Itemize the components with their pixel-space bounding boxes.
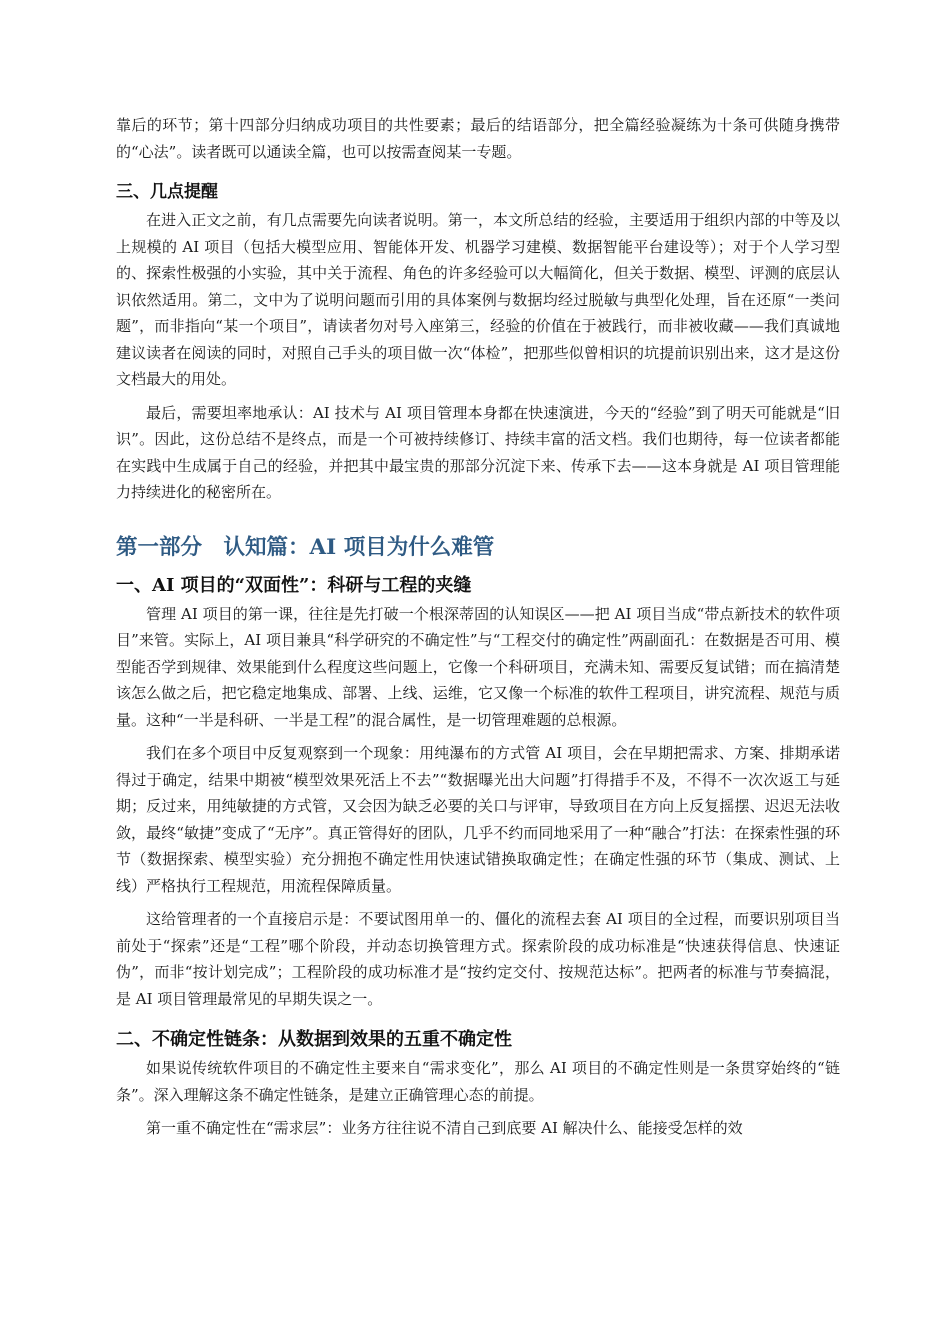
reminders-paragraph-1: 在进入正文之前，有几点需要先向读者说明。第一，本文所总结的经验，主要适用于组织内部的中等及以上规模的 AI 项目（包括大模型应用、智能体开发、机器学习建模、数据智能平台建设等）；对于个人学习型的、探索性极强的小实验，其中关于流程、角色的许多经验可以大幅简化，但关于数据、模型、评测的底层认识依然适用。第二，文中为了说明问题而引用的具体案例与数据均经过脱敏与典型化处理，旨在还原“一类问题”，而非指向“某一个项目”，请读者勿对号入座第三，经验的价值在于被践行，而非被收藏——我们真诚地建议读者在阅读的同时，对照自己手头的项目做一次“体检”，把那些似曾相识的坑提前识别出来，这才是这份文档最大的用处。	[116, 211, 840, 388]
section-2-heading: 二、不确定性链条：从数据到效果的五重不确定性	[116, 1029, 512, 1050]
section-1-paragraph-3: 这给管理者的一个直接启示是：不要试图用单一的、僵化的流程去套 AI 项目的全过程，而要识别项目当前处于“探索”还是“工程”哪个阶段，并动态切换管理方式。探索阶段的成功标准是“快速获得信息、快速证伪”，而非“按计划完成”；工程阶段的成功标准才是“按约定交付、按规范达标”。把两者的标准与节奏搞混，是 AI 项目管理最常见的早期失误之一。	[116, 910, 840, 1008]
section-2-paragraph-1: 如果说传统软件项目的不确定性主要来自“需求变化”，那么 AI 项目的不确定性则是一条贯穿始终的“链条”。深入理解这条不确定性链条，是建立正确管理心态的前提。	[116, 1059, 840, 1104]
section-1-paragraph-2: 我们在多个项目中反复观察到一个现象：用纯瀑布的方式管 AI 项目，会在早期把需求、方案、排期承诺得过于确定，结果中期被“模型效果死活上不去”“数据曝光出大问题”打得措手不及，不得不一次次返工与延期；反过来，用纯敏捷的方式管，又会因为缺乏必要的关口与评审，导致项目在方向上反复摇摆、迟迟无法收敛，最终“敏捷”变成了“无序”。真正管得好的团队，几乎不约而同地采用了一种“融合”打法：在探索性强的环节（数据探索、模型实验）充分拥抱不确定性用快速试错换取确定性；在确定性强的环节（集成、测试、上线）严格执行工程规范，用流程保障质量。	[116, 744, 840, 895]
section-2-paragraph-2: 第一重不确定性在“需求层”：业务方往往说不清自己到底要 AI 解决什么、能接受怎样的效	[146, 1119, 743, 1137]
document-page	[116, 112, 840, 1142]
section-1-heading: 一、AI 项目的“双面性”：科研与工程的夹缝	[116, 574, 472, 596]
reminders-heading: 三、几点提醒	[116, 182, 218, 202]
part-one-title: 第一部分 认知篇：AI 项目为什么难管	[116, 534, 495, 560]
section-1-paragraph-1: 管理 AI 项目的第一课，往往是先打破一个根深蒂固的认知误区——把 AI 项目当成“带点新技术的软件项目”来管。实际上，AI 项目兼具“科学研究的不确定性”与“工程交付的确定性”两副面孔：在数据是否可用、模型能否学到规律、效果能到什么程度这些问题上，它像一个科研项目，充满未知、需要反复试错；而在搞清楚该怎么做之后，把它稳定地集成、部署、上线、运维，它又像一个标准的软件工程项目，讲究流程、规范与质量。这种“一半是科研、一半是工程”的混合属性，是一切管理难题的总根源。	[116, 604, 840, 729]
reminders-paragraph-2: 最后，需要坦率地承认：AI 技术与 AI 项目管理本身都在快速演进，今天的“经验”到了明天可能就是“旧识”。因此，这份总结不是终点，而是一个可被持续修订、持续丰富的活文档。我们也期待，每一位读者都能在实践中生成属于自己的经验，并把其中最宝贵的那部分沉淀下来、传承下去——这本身就是 AI 项目管理能力持续进化的秘密所在。	[116, 403, 840, 501]
intro-continuation-paragraph: 靠后的环节；第十四部分归纳成功项目的共性要素；最后的结语部分，把全篇经验凝练为十条可供随身携带的“心法”。读者既可以通读全篇，也可以按需查阅某一专题。	[116, 116, 840, 161]
